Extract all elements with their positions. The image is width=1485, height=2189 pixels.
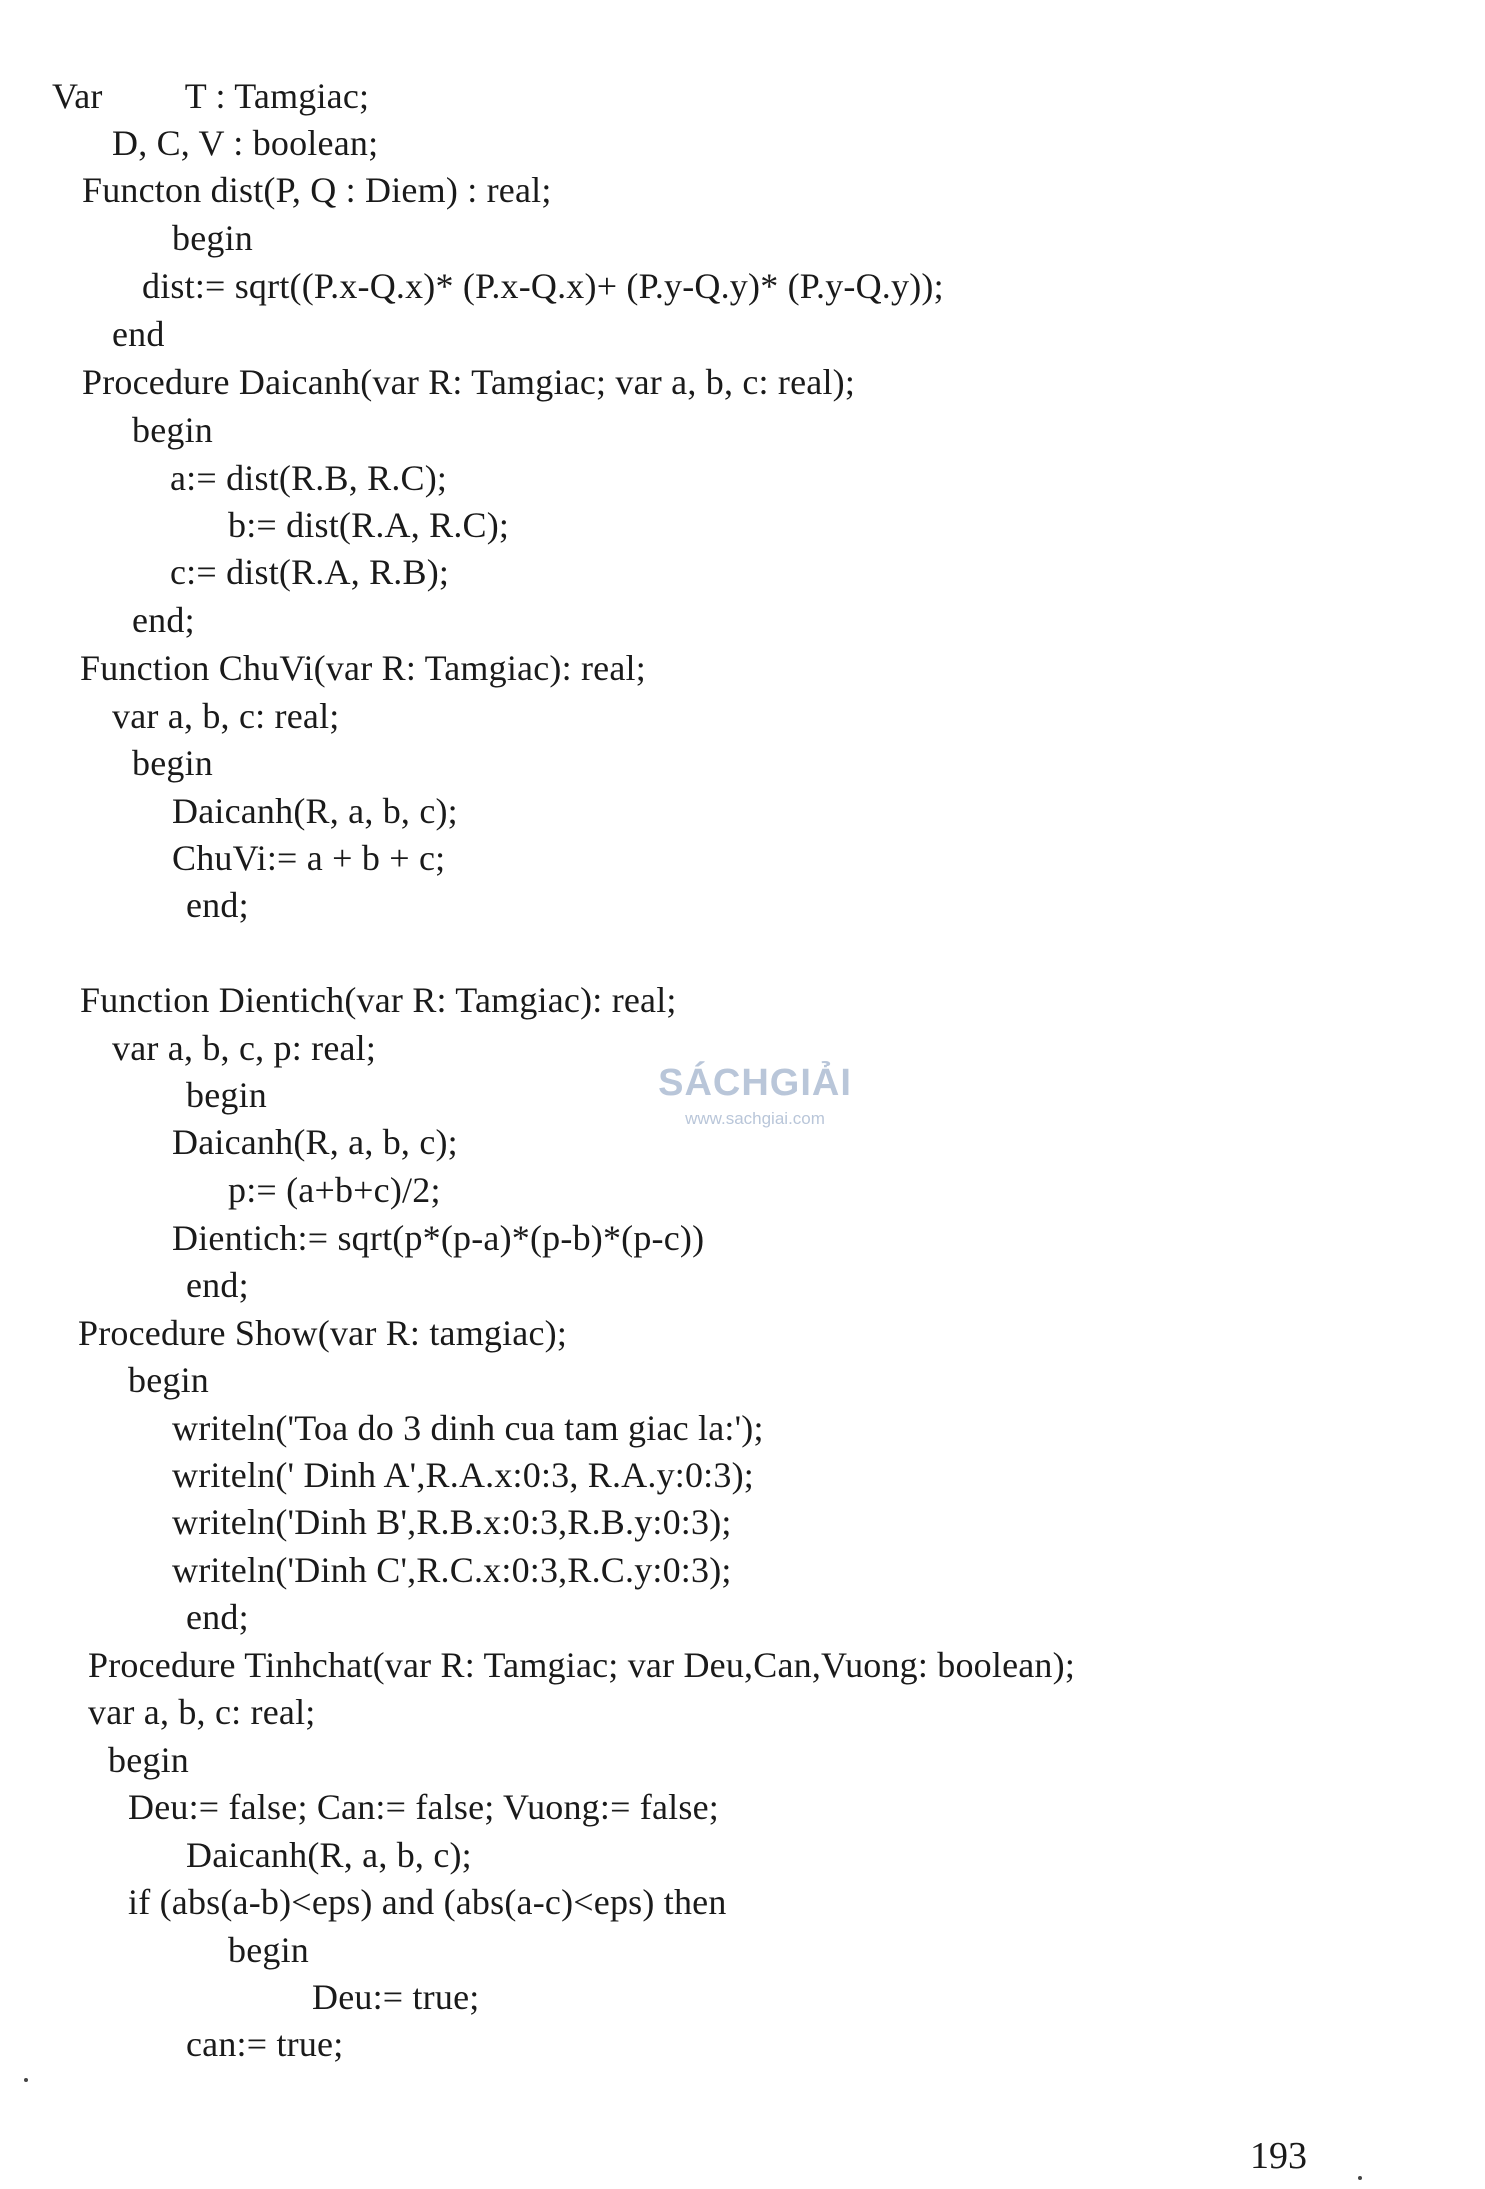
code-line: end [112, 314, 165, 354]
code-line: Daicanh(R, a, b, c); [172, 1122, 458, 1162]
scan-speck [1358, 2176, 1362, 2180]
code-line: begin [172, 218, 253, 258]
code-line: Procedure Tinhchat(var R: Tamgiac; var Deu,Can,Vuong: boolean); [88, 1645, 1076, 1685]
code-line: dist:= sqrt((P.x-Q.x)* (P.x-Q.x)+ (P.y-Q.y)* (P.y-Q.y)); [142, 266, 944, 306]
code-line: begin [128, 1360, 209, 1400]
code-line: writeln('Dinh C',R.C.x:0:3,R.C.y:0:3); [172, 1550, 732, 1590]
watermark-url: www.sachgiai.com [685, 1109, 825, 1128]
code-line: end; [186, 1265, 249, 1305]
code-line: Function ChuVi(var R: Tamgiac): real; [80, 648, 646, 688]
code-line: a:= dist(R.B, R.C); [170, 458, 448, 498]
code-line: ChuVi:= a + b + c; [172, 838, 446, 878]
code-line: b:= dist(R.A, R.C); [228, 505, 510, 545]
code-line: writeln(' Dinh A',R.A.x:0:3, R.A.y:0:3); [172, 1455, 754, 1495]
code-line: var a, b, c, p: real; [112, 1028, 377, 1068]
code-line: begin [132, 743, 213, 783]
code-line: begin [108, 1740, 189, 1780]
code-line: end; [186, 885, 249, 925]
code-line: end; [186, 1597, 249, 1637]
code-line: var a, b, c: real; [112, 696, 340, 736]
code-line: D, C, V : boolean; [112, 123, 379, 163]
code-line: Deu:= true; [312, 1977, 480, 2017]
page-number: 193 [1250, 2135, 1307, 2177]
code-line: Var T : Tamgiac; [52, 76, 370, 116]
code-line: Procedure Show(var R: tamgiac); [78, 1313, 568, 1353]
code-line: Dientich:= sqrt(p*(p-a)*(p-b)*(p-c)) [172, 1218, 705, 1258]
code-line: end; [132, 600, 195, 640]
code-line: begin [186, 1075, 267, 1115]
scan-speck [24, 2078, 28, 2082]
code-line: begin [228, 1930, 309, 1970]
watermark-logo: SÁCHGIẢI [658, 1062, 852, 1104]
code-line: Function Dientich(var R: Tamgiac): real; [80, 980, 677, 1020]
code-line: can:= true; [186, 2024, 344, 2064]
code-line: writeln('Dinh B',R.B.x:0:3,R.B.y:0:3); [172, 1502, 732, 1542]
code-line: Daicanh(R, a, b, c); [172, 791, 458, 831]
code-line: c:= dist(R.A, R.B); [170, 552, 450, 592]
code-line: Procedure Daicanh(var R: Tamgiac; var a, b, c: real); [82, 362, 856, 402]
code-line: Functon dist(P, Q : Diem) : real; [82, 170, 552, 210]
code-line: if (abs(a-b)<eps) and (abs(a-c)<eps) then [128, 1882, 727, 1922]
code-line: Daicanh(R, a, b, c); [186, 1835, 472, 1875]
code-line: writeln('Toa do 3 dinh cua tam giac la:'); [172, 1408, 764, 1448]
code-line: begin [132, 410, 213, 450]
watermark [655, 1058, 855, 1168]
code-line: var a, b, c: real; [88, 1692, 316, 1732]
code-line: Deu:= false; Can:= false; Vuong:= false; [128, 1787, 719, 1827]
code-line: p:= (a+b+c)/2; [228, 1170, 441, 1210]
